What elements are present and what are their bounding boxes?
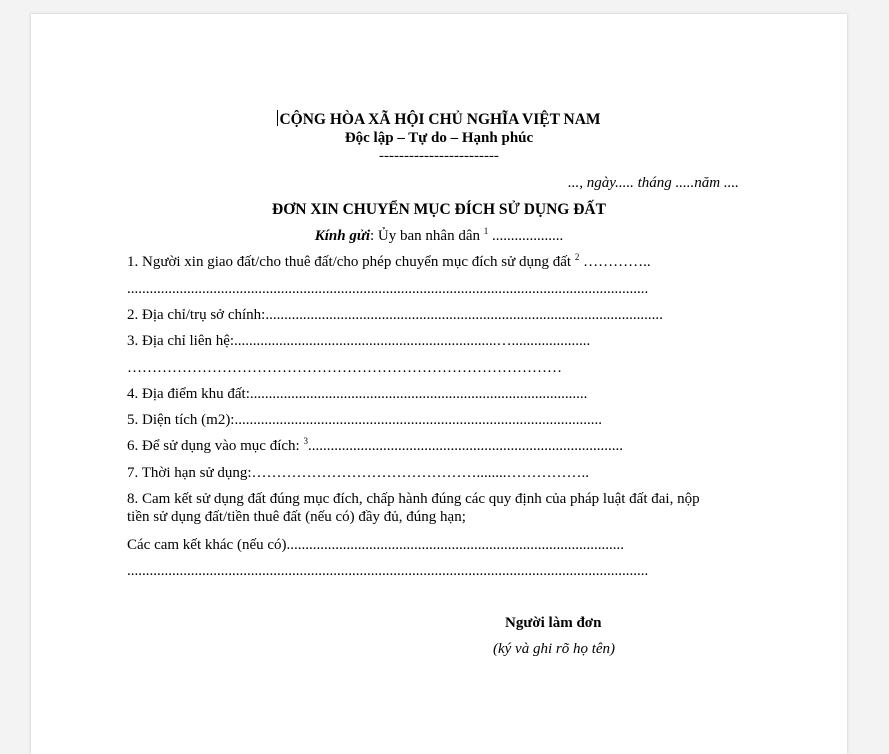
document-page — [31, 14, 847, 754]
item-6: 6. Để sử dụng vào mục đích: $^3$.................................................................................... — [127, 436, 623, 454]
item-3-continuation: …………………………………………………………………………… — [127, 360, 562, 376]
motto: Độc lập – Tự do – Hạnh phúc — [344, 130, 534, 146]
addressee-dots: ................... — [488, 228, 564, 244]
item-1-continuation: ........................................................................................................................................... — [127, 281, 649, 297]
addressee-line — [31, 227, 847, 245]
item-5: 5. Diện tích (m2):.................................................................................................. — [127, 412, 602, 428]
other-commitments-continuation: ........................................................................................................................................... — [127, 563, 649, 579]
item-8-line-1: 8. Cam kết sử dụng đất đúng mục đích, chấp hành đúng các quy định của pháp luật đất đai, nộp — [127, 491, 700, 507]
item-1: 1. Người xin giao đất/cho thuê đất/cho phép chuyển mục đích sử dụng đất $^2$ ………….. — [127, 252, 651, 270]
item-8-line-2: tiền sử dụng đất/tiền thuê đất (nếu có) đầy đủ, đúng hạn; — [127, 509, 466, 525]
addressee-text: : Ủy ban nhân dân — [370, 228, 484, 244]
item-7: 7. Thời hạn sử dụng:………………………………………........…………….. — [127, 465, 590, 481]
footnote-3: 3 — [303, 436, 308, 446]
item-4: 4. Địa điểm khu đất:.......................................................................................... — [127, 386, 588, 402]
header-separator: ------------------------ — [379, 148, 499, 164]
signature-note: (ký và ghi rõ họ tên) — [493, 641, 616, 657]
addressee-label: Kính gửi — [314, 228, 371, 244]
national-title[interactable]: CỘNG HÒA XÃ HỘI CHỦ NGHĨA VIỆT NAM — [279, 111, 601, 128]
footnote-2: 2 — [574, 252, 580, 262]
signature-label: Người làm đơn — [505, 615, 602, 631]
other-commitments: Các cam kết khác (nếu có).......................................................................................... — [127, 537, 624, 553]
item-2: 2. Địa chỉ/trụ sở chính:.......................................................................................................... — [127, 307, 663, 323]
form-title: ĐƠN XIN CHUYỂN MỤC ĐÍCH SỬ DỤNG ĐẤT — [272, 201, 606, 218]
item-3: 3. Địa chỉ liên hệ:......................................................................…..................... — [127, 333, 591, 349]
footnote-1: 1 — [483, 226, 489, 236]
date-line: ..., ngày..... tháng .....năm .... — [568, 175, 739, 191]
